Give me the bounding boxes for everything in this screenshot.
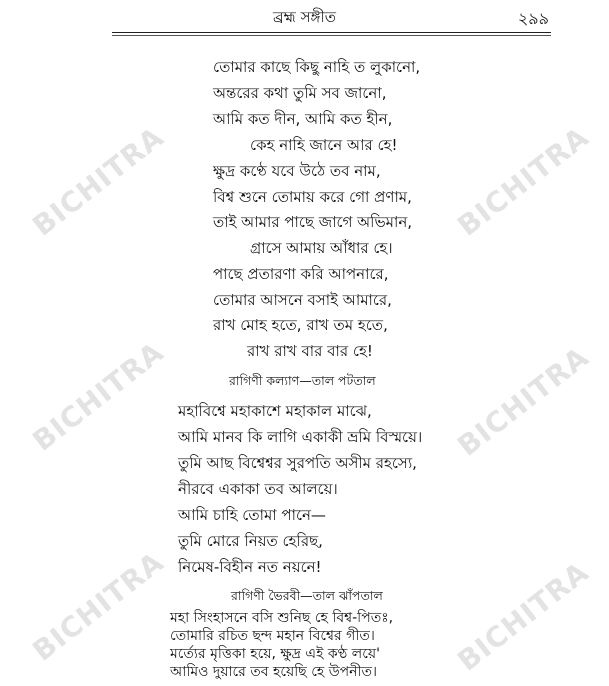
verse-line: রাখ রাখ বার বার হে! — [247, 342, 373, 360]
verse-line: তোমার কাছে কিছু নাহি ত লুকানো, — [213, 58, 421, 76]
verse-line: ক্ষুদ্র কণ্ঠে যবে উঠে তব নাম, — [213, 162, 381, 180]
verse-line: তোমার আসনে বসাই আমারে, — [213, 291, 392, 309]
verse-line: অন্তরের কথা তুমি সব জানো, — [213, 84, 387, 102]
watermark: BICHITRA — [26, 545, 171, 668]
watermark: BICHITRA — [26, 335, 171, 458]
page-header — [0, 6, 609, 36]
verse-line: তোমারি রচিত ছন্দ মহান বিশ্বের গীত। — [170, 628, 375, 644]
verse-line: মর্ত্যের মৃত্তিকা হয়ে, ক্ষুদ্র এই কণ্ঠ লয়ে' — [170, 646, 380, 662]
verse-line: তুমি আছ বিশ্বেশ্বর সুরপতি অসীম রহস্যে, — [178, 454, 417, 472]
raga-heading: রাগিণী কল্যাণ—তাল পটতাল — [229, 373, 376, 388]
watermark: BICHITRA — [26, 120, 171, 243]
verse-line: নীরবে একাকা তব আলয়ে। — [178, 480, 338, 498]
watermark: BICHITRA — [451, 120, 596, 243]
verse-line: গ্রাসে আমায় আঁধার হে। — [250, 239, 393, 257]
verse-line: আমি মানব কি লাগি একাকী ভ্রমি বিস্ময়ে। — [178, 428, 423, 446]
verse-line: নিমেষ-বিহীন নত নয়নে! — [178, 558, 322, 576]
watermark: BICHITRA — [451, 340, 596, 463]
verse-line: মহা সিংহাসনে বসি শুনিছ হে বিশ্ব-পিতঃ, — [170, 610, 394, 626]
verse-line: আমি কত দীন, আমি কত হীন, — [213, 110, 393, 128]
watermark: BICHITRA — [451, 555, 596, 678]
verse-line: মহাবিশ্বে মহাকাশে মহাকাল মাঝে, — [178, 402, 372, 420]
verse-line: পাছে প্রতারণা করি আপনারে, — [213, 265, 389, 283]
verse-line: কেহ নাহি জানে আর হে! — [250, 136, 398, 154]
verse-line: আমি চাহি তোমা পানে— — [178, 506, 326, 524]
verse-line: রাখ মোহ হতে, রাখ তম হতে, — [213, 316, 388, 334]
raga-heading: রাগিণী ভৈরবী—তাল ঝাঁপতাল — [231, 588, 383, 603]
verse-line: বিশ্ব শুনে তোমায় করে গো প্রণাম, — [213, 188, 412, 206]
verse-line: তাই আমার পাছে জাগে অভিমান, — [213, 213, 413, 231]
verse-line: তুমি মোরে নিয়ত হেরিছ, — [178, 532, 323, 550]
page-number: ২৯৯ — [517, 9, 549, 28]
running-title: ব্রহ্ম সঙ্গীত — [272, 8, 337, 26]
verse-line: আমিও দুয়ারে তব হয়েছি হে উপনীত। — [170, 664, 377, 680]
header-rule — [112, 32, 551, 33]
